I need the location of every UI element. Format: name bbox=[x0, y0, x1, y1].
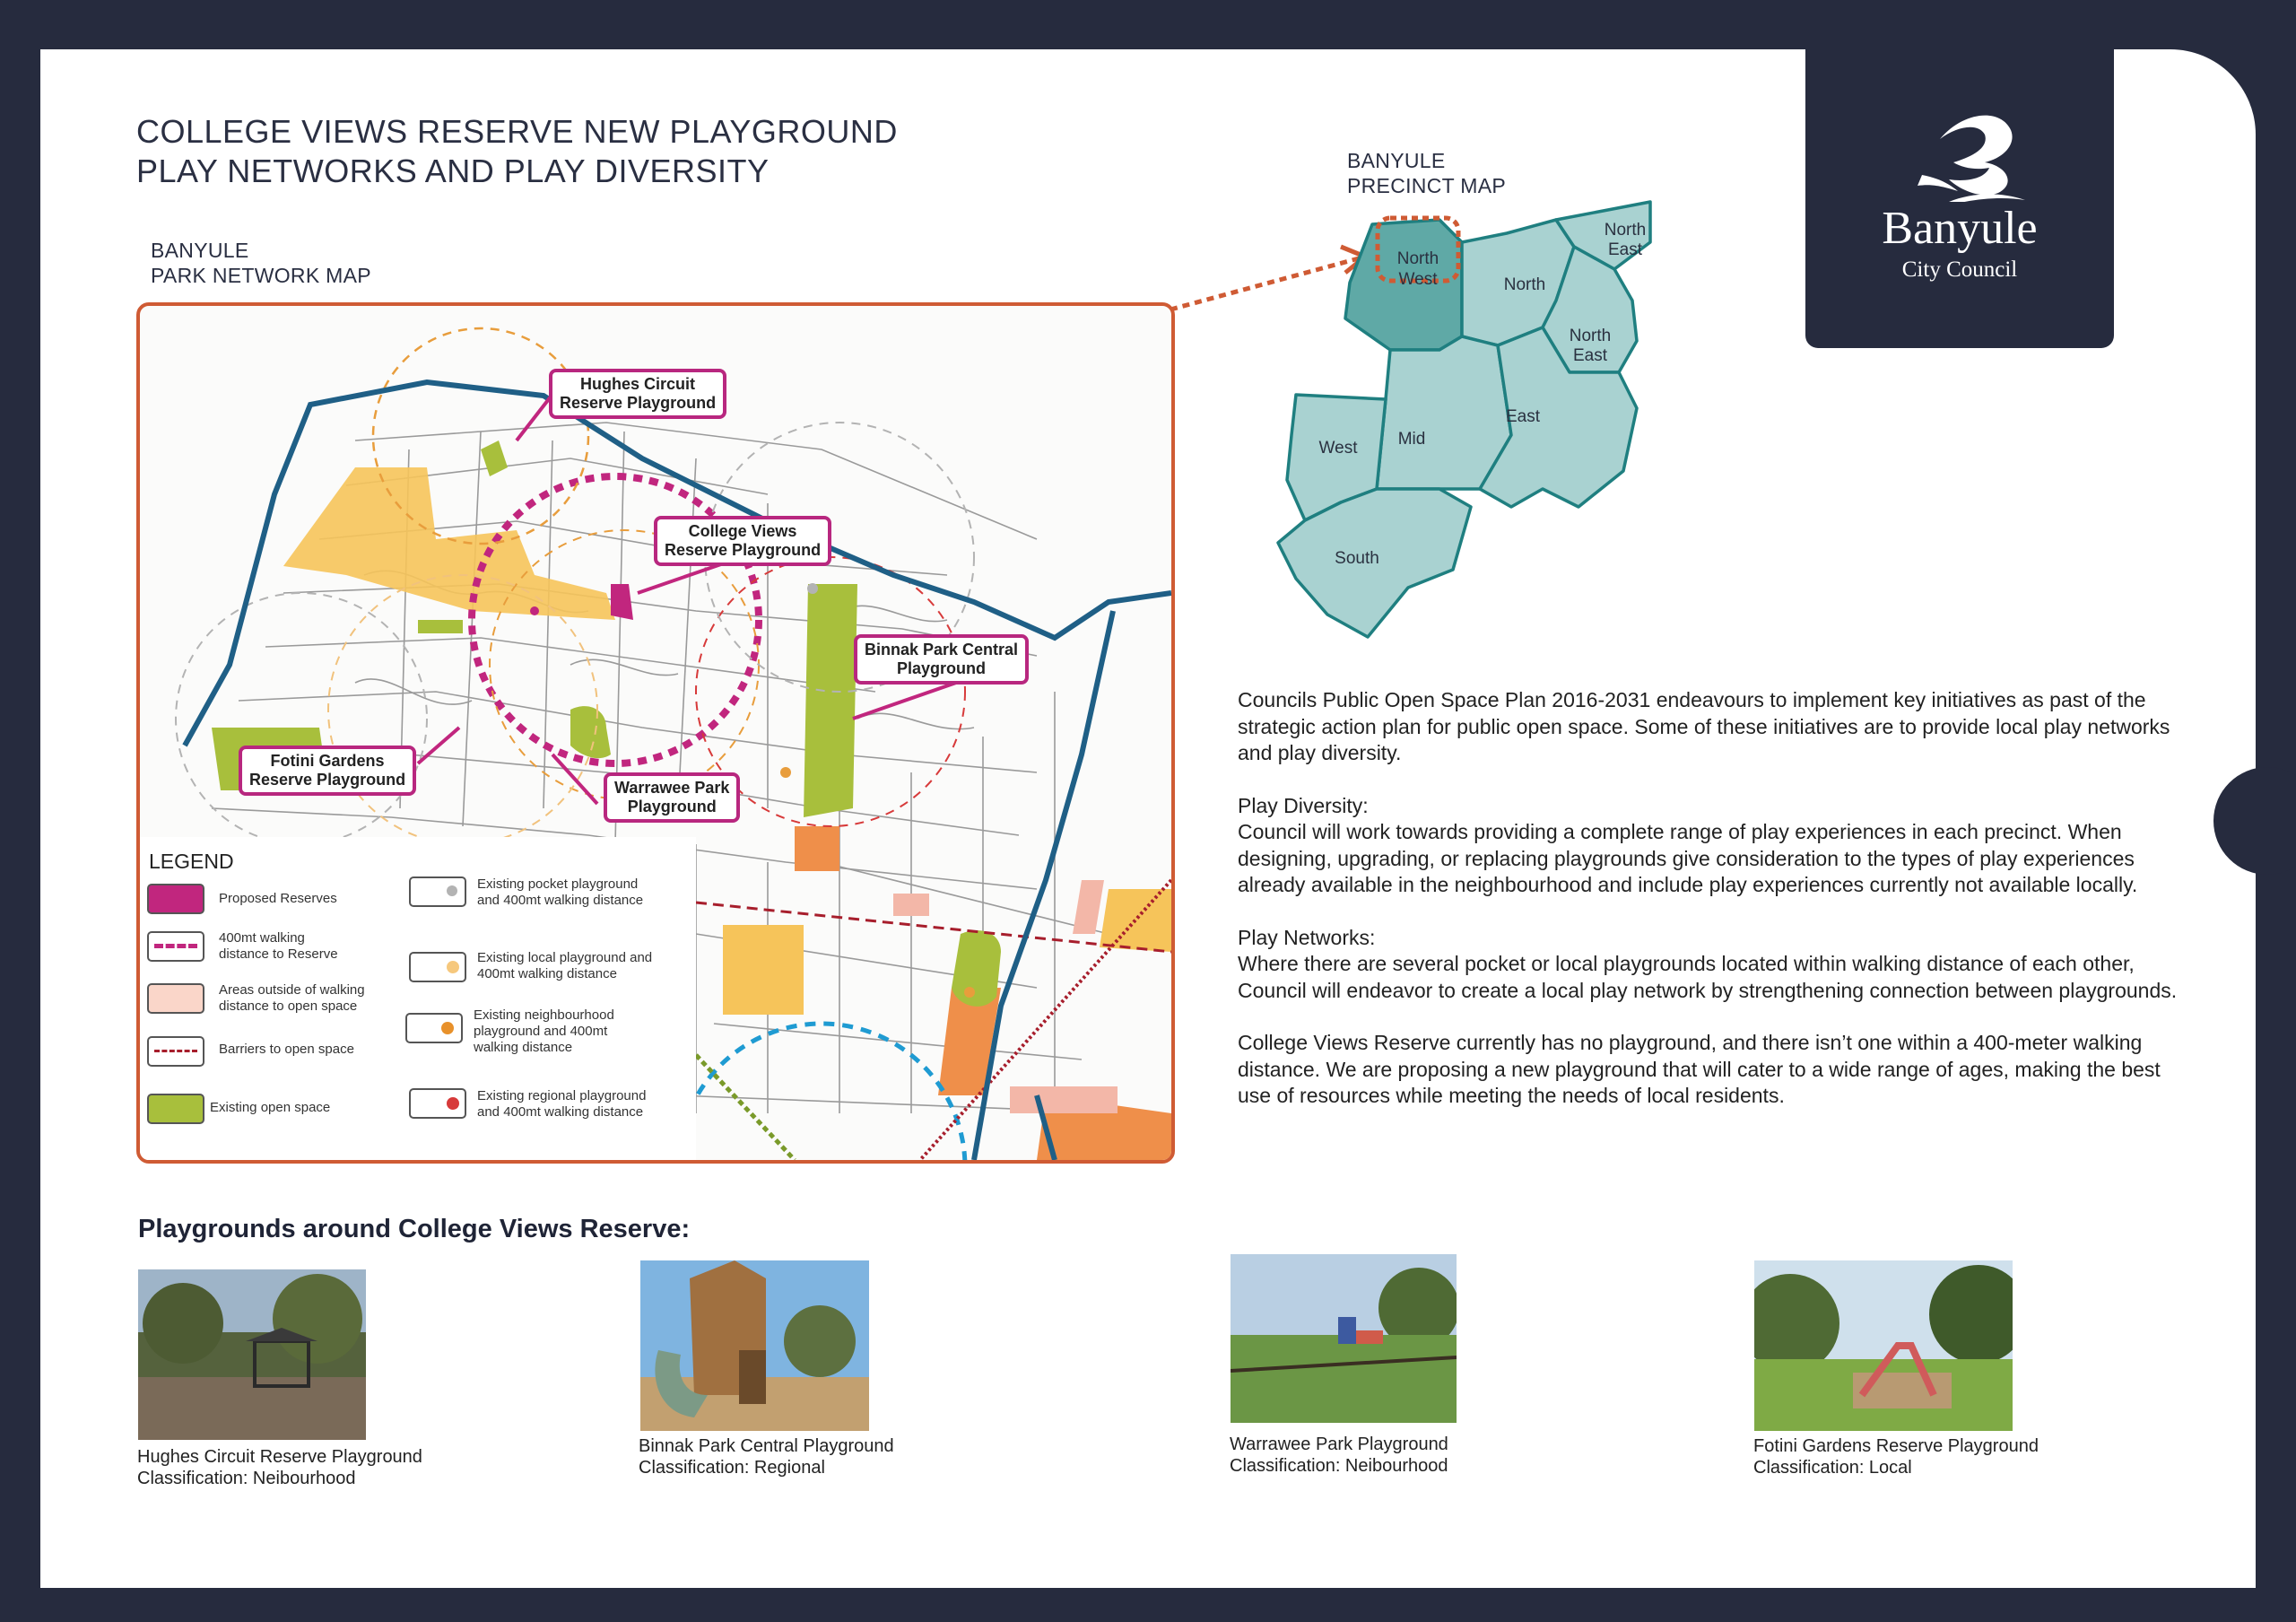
callout-hughes-1: Hughes Circuit bbox=[580, 375, 696, 393]
precinct-map bbox=[1256, 193, 1668, 659]
caption-fotini-class: Classification: Local bbox=[1753, 1458, 1912, 1478]
legend-swatch-barriers bbox=[147, 1036, 204, 1067]
callout-binnak-1: Binnak Park Central bbox=[865, 641, 1019, 658]
precinct-map-label-2: PRECINCT MAP bbox=[1347, 174, 1506, 197]
paragraph-college-views: College Views Reserve currently has no playground, and there isn’t one within a 400-meter walking distance. We are proposing a new playground that will cater to a wide range of ages, making the best use of resources while meeting the needs of local residents. bbox=[1238, 1031, 2161, 1107]
legend-swatch-local bbox=[409, 952, 466, 982]
legend-title: LEGEND bbox=[149, 850, 234, 873]
caption-fotini bbox=[1753, 1435, 2039, 1478]
callout-binnak bbox=[854, 634, 1029, 685]
caption-binnak-name: Binnak Park Central Playground bbox=[639, 1436, 894, 1456]
callout-college-2: Reserve Playground bbox=[665, 541, 822, 559]
park-map-label bbox=[151, 238, 371, 288]
region-north-east-2: East bbox=[1572, 346, 1608, 365]
callout-warrawee-1: Warrawee Park bbox=[614, 779, 730, 797]
callout-hughes bbox=[549, 369, 726, 419]
legend-neighbourhood-1: Existing neighbourhood bbox=[474, 1007, 614, 1023]
callout-college-1: College Views bbox=[688, 522, 797, 540]
region-north-east-top-2: East bbox=[1607, 240, 1643, 259]
paragraph-play-diversity: Council will work towards providing a complete range of play experiences in each precinct. When designing, upgrading, or replacing playgrounds give consideration to the types of play experiences already available in the neighbourhood and include play experiences currently not available locally. bbox=[1238, 820, 2138, 896]
legend-pocket-2: and 400mt walking distance bbox=[477, 893, 644, 908]
photo-fotini-image bbox=[1754, 1260, 2013, 1431]
body-text bbox=[1238, 687, 2188, 1136]
region-south: South bbox=[1335, 549, 1379, 568]
legend-swatch-walking bbox=[147, 931, 204, 962]
legend-swatch-open bbox=[147, 1094, 204, 1124]
caption-binnak-class: Classification: Regional bbox=[639, 1458, 825, 1478]
park-map-label-1: BANYULE bbox=[151, 239, 249, 262]
legend-areas-1: Areas outside of walking bbox=[219, 982, 365, 998]
paragraph-play-networks: Where there are several pocket or local playgrounds located within walking distance of each other, Council will endeavor to create a local play network by strengthening connection between playgrounds. bbox=[1238, 952, 2178, 1002]
callout-fotini-2: Reserve Playground bbox=[249, 771, 406, 789]
logo-wordmark: Banyule bbox=[1882, 203, 2038, 254]
park-network-map bbox=[136, 302, 1175, 1164]
legend-walking bbox=[219, 930, 338, 963]
precinct-map-label-1: BANYULE bbox=[1347, 149, 1446, 172]
title-line-1: COLLEGE VIEWS RESERVE NEW PLAYGROUND bbox=[136, 113, 898, 150]
heading-play-diversity: Play Diversity: bbox=[1238, 793, 1369, 817]
region-north-west-1: North bbox=[1396, 249, 1439, 268]
photo-warrawee bbox=[1231, 1254, 1457, 1423]
region-west: West bbox=[1318, 439, 1358, 458]
region-north-west-2: West bbox=[1398, 270, 1438, 289]
caption-fotini-name: Fotini Gardens Reserve Playground bbox=[1753, 1436, 2039, 1456]
callout-college-views bbox=[654, 516, 831, 566]
legend-swatch-proposed bbox=[147, 884, 204, 914]
precinct-map-label bbox=[1347, 148, 1506, 198]
heading-play-networks: Play Networks: bbox=[1238, 925, 1376, 949]
photo-binnak bbox=[640, 1260, 869, 1431]
region-north: North bbox=[1503, 275, 1546, 294]
region-north-east-top-1: North bbox=[1604, 221, 1647, 240]
caption-hughes bbox=[137, 1446, 422, 1489]
legend-regional-1: Existing regional playground bbox=[477, 1088, 647, 1103]
logo-subtitle: City Council bbox=[1901, 257, 2018, 282]
photo-binnak-image bbox=[640, 1260, 869, 1431]
region-east: East bbox=[1505, 407, 1541, 426]
legend bbox=[140, 837, 696, 1160]
caption-warrawee-name: Warrawee Park Playground bbox=[1230, 1435, 1448, 1454]
photo-warrawee-image bbox=[1231, 1254, 1457, 1423]
legend-swatch-neighbourhood bbox=[405, 1013, 463, 1043]
callout-warrawee bbox=[604, 772, 740, 823]
legend-proposed: Proposed Reserves bbox=[219, 891, 337, 906]
caption-binnak bbox=[639, 1435, 894, 1478]
region-north-east-1: North bbox=[1569, 327, 1612, 345]
legend-swatch-pocket bbox=[409, 876, 466, 907]
legend-local-1: Existing local playground and bbox=[477, 950, 653, 965]
caption-hughes-class: Classification: Neibourhood bbox=[137, 1469, 356, 1488]
legend-neighbourhood bbox=[474, 1007, 614, 1056]
callout-fotini bbox=[239, 746, 416, 796]
legend-local-2: 400mt walking distance bbox=[477, 966, 617, 981]
legend-areas-2: distance to open space bbox=[219, 998, 358, 1014]
title-line-2: PLAY NETWORKS AND PLAY DIVERSITY bbox=[136, 153, 770, 189]
legend-local bbox=[477, 950, 652, 982]
paragraph-intro: Councils Public Open Space Plan 2016-2031 endeavours to implement key initiatives as past of the strategic action plan for public open space. Some of these initiatives are to provide local play networks and play diversity. bbox=[1238, 688, 2170, 764]
legend-pocket bbox=[477, 876, 643, 909]
playgrounds-heading: Playgrounds around College Views Reserve: bbox=[138, 1215, 691, 1243]
callout-hughes-2: Reserve Playground bbox=[560, 394, 717, 412]
caption-warrawee bbox=[1230, 1434, 1448, 1477]
legend-regional bbox=[477, 1088, 646, 1121]
caption-hughes-name: Hughes Circuit Reserve Playground bbox=[137, 1447, 422, 1467]
legend-pocket-1: Existing pocket playground bbox=[477, 876, 639, 892]
caption-warrawee-class: Classification: Neibourhood bbox=[1230, 1456, 1448, 1476]
photo-hughes-image bbox=[138, 1269, 366, 1440]
legend-areas bbox=[219, 982, 365, 1015]
legend-barriers: Barriers to open space bbox=[219, 1042, 354, 1057]
callout-warrawee-2: Playground bbox=[627, 798, 717, 815]
region-mid: Mid bbox=[1397, 430, 1426, 449]
page-title bbox=[136, 112, 898, 191]
legend-regional-2: and 400mt walking distance bbox=[477, 1104, 644, 1120]
banyule-logo bbox=[1805, 49, 2114, 348]
bird-logo-icon bbox=[1805, 85, 2114, 202]
legend-walking-2: distance to Reserve bbox=[219, 946, 338, 962]
park-map-label-2: PARK NETWORK MAP bbox=[151, 264, 371, 287]
photo-fotini bbox=[1754, 1260, 2013, 1431]
legend-neighbourhood-3: walking distance bbox=[474, 1040, 573, 1055]
callout-fotini-1: Fotini Gardens bbox=[270, 752, 385, 770]
callout-binnak-2: Playground bbox=[897, 659, 987, 677]
photo-hughes bbox=[138, 1269, 366, 1440]
legend-neighbourhood-2: playground and 400mt bbox=[474, 1024, 608, 1039]
legend-walking-1: 400mt walking bbox=[219, 930, 305, 946]
legend-open: Existing open space bbox=[210, 1100, 331, 1115]
legend-swatch-regional bbox=[409, 1088, 466, 1119]
legend-swatch-areas bbox=[147, 983, 204, 1014]
